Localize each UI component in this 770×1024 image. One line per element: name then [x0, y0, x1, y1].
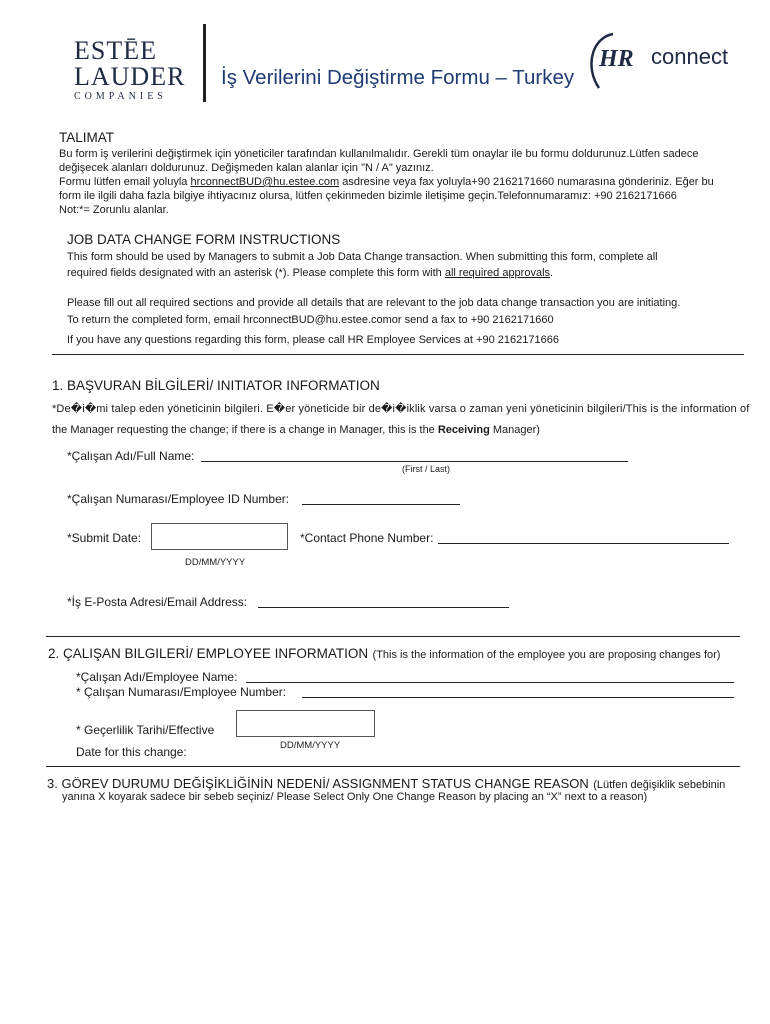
section-1-note-2	[52, 424, 540, 436]
section-1-note-1: *De�i�mi talep eden yöneticinin bilgileri. E�er yöneticide bir de�i�iklik varsa o zaman yeni yöneticinin bilgileri/This is the information of	[52, 403, 750, 415]
logo-line-3: COMPANIES	[74, 91, 167, 102]
talimat-line-3-pre: Formu lütfen email yoluyla	[59, 176, 191, 188]
talimat-line-3	[59, 176, 714, 188]
divider-2	[46, 636, 740, 637]
submit-date-field[interactable]	[151, 523, 288, 550]
section-3-heading-note: (Lütfen değişiklik sebebinin	[593, 779, 726, 791]
contact-phone-label: *Contact Phone Number:	[300, 531, 434, 545]
full-name-hint: (First / Last)	[402, 464, 451, 474]
talimat-email-link[interactable]: hrconnectBUD@hu.estee.com	[190, 176, 340, 188]
section-1-note-2-post: Manager)	[489, 424, 540, 436]
employee-id-field[interactable]	[302, 504, 460, 505]
instructions-heading: JOB DATA CHANGE FORM INSTRUCTIONS	[67, 232, 341, 247]
instructions-line-1: This form should be used by Managers to submit a Job Data Change transaction. When submitting this form, complete all	[67, 251, 658, 263]
instructions-line-5-post: +90 2162171666	[476, 334, 559, 346]
logo-line-2: LAUDER	[74, 62, 186, 91]
section-2-heading: ÇALIŞAN BILGILERİ/ EMPLOYEE INFORMATION	[63, 646, 369, 661]
employee-name-label: *Çalışan Adı/Employee Name:	[76, 670, 238, 684]
effective-date-label-1: * Geçerlilik Tarihi/Effective	[76, 723, 215, 737]
instructions-line-5	[67, 334, 559, 346]
talimat-line-4: form ile ilgili daha fazla bilgiye ihtiyacınız olursa, lütfen çekinmeden bizimle iletişime geçin.Telefonnumaramız: +90 2162171666	[59, 190, 677, 202]
section-1-note-2-pre: the Manager requesting the change; if there is a change in Manager, this is the	[52, 424, 438, 436]
section-2-heading-row	[48, 645, 720, 663]
submit-date-label: *Submit Date:	[67, 531, 142, 545]
instructions-line-2	[67, 267, 553, 279]
header-divider	[203, 24, 206, 102]
email-label: *İş E-Posta Adresi/Email Address:	[67, 595, 248, 609]
talimat-line-1: Bu form iş verilerini değiştirmek için yöneticiler tarafından kullanılmalıdır. Gerekli tüm onaylar ile bu formu doldurunuz.Lütfen sadece	[59, 148, 699, 160]
hr-connect-logo	[583, 28, 743, 98]
instructions-line-2-pre: required fields designated with an asterisk (*). Please complete this form with	[67, 267, 445, 279]
talimat-heading: TALIMAT	[59, 130, 115, 145]
employee-number-field[interactable]	[302, 697, 734, 698]
section-2-number: 2.	[48, 646, 64, 661]
effective-date-hint: DD/MM/YYYY	[280, 740, 341, 751]
instructions-line-4-post: to +90 2162171660	[458, 314, 554, 326]
full-name-label: *Çalışan Adı/Full Name:	[67, 449, 195, 463]
section-3-line-2: yanına X koyarak sadece bir sebeb seçiniz/ Please Select Only One Change Reason by placing an “X” next to a reason)	[62, 791, 648, 803]
section-3-heading: 3. GÖREV DURUMU DEĞİŞİKLİĞİNİN NEDENİ/ ASSIGNMENT STATUS CHANGE REASON	[47, 776, 589, 791]
employee-number-label: * Çalışan Numarası/Employee Number:	[76, 685, 287, 699]
effective-date-label-2: Date for this change:	[76, 745, 187, 759]
page-title: İş Verilerini Değiştirme Formu – Turkey	[221, 66, 575, 89]
talimat-line-3-post: asdresine veya fax yoluyla+90 2162171660 numarasına gönderiniz. Eğer bu	[339, 176, 714, 188]
talimat-line-2: değişecek alanları doldurunuz. Değişmeden kalan alanlar için "N / A" yazınız.	[59, 162, 434, 174]
hr-logo-connect: connect	[651, 44, 729, 69]
email-field[interactable]	[258, 607, 509, 608]
estee-lauder-logo	[74, 38, 185, 102]
effective-date-field[interactable]	[236, 710, 375, 737]
divider-3	[46, 766, 740, 767]
logo-line-1: ESTĒE	[74, 36, 157, 65]
section-1-note-2-bold: Receiving	[437, 424, 490, 436]
contact-phone-field[interactable]	[438, 543, 729, 544]
instructions-line-2-post: .	[550, 267, 554, 279]
instructions-line-4-pre: To return the completed form, email hrconnectBUD@hu.estee.comor send a fax	[67, 314, 459, 326]
instructions-line-3: Please fill out all required sections and provide all details that are relevant to the job data change transaction you are initiating.	[67, 297, 681, 309]
talimat-line-5: Not:*= Zorunlu alanlar.	[59, 204, 169, 216]
instructions-line-5-pre: If you have any questions regarding this form, please call HR Employee Services at	[67, 334, 477, 346]
hr-logo-hr: HR	[599, 46, 634, 72]
employee-id-label: *Çalışan Numarası/Employee ID Number:	[67, 492, 290, 506]
instructions-line-4	[67, 314, 554, 326]
section-2-heading-note: (This is the information of the employee you are proposing changes for)	[372, 649, 721, 661]
all-required-approvals-link[interactable]: all required approvals	[444, 267, 551, 279]
full-name-field[interactable]	[201, 461, 628, 462]
employee-name-field[interactable]	[246, 682, 734, 683]
section-1-heading: 1. BAŞVURAN BİLGİLERİ/ INITIATOR INFORMATION	[52, 378, 380, 393]
submit-date-hint: DD/MM/YYYY	[185, 557, 246, 568]
divider-1	[52, 354, 744, 355]
